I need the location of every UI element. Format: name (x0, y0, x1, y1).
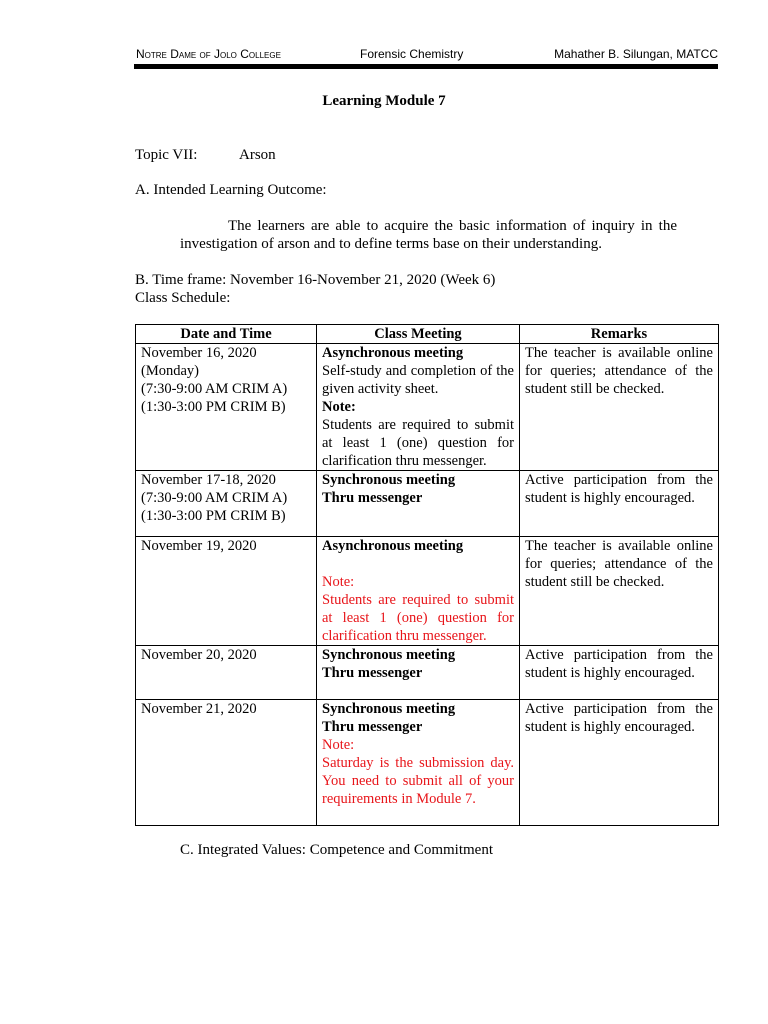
date-line: November 19, 2020 (141, 538, 257, 554)
remarks-cell: Active participation from the student is highly encouraged. (520, 700, 719, 826)
page-header (134, 45, 718, 63)
header-meeting: Class Meeting (317, 325, 520, 344)
note-label: Note: (322, 737, 355, 753)
instructor-name: Mahather B. Silungan, MATCC (554, 47, 718, 61)
table-row (136, 471, 719, 537)
date-line: (7:30-9:00 AM CRIM A) (141, 381, 288, 397)
integrated-values: C. Integrated Values: Competence and Commitment (180, 842, 493, 858)
note-body: Students are required to submit at least 1 (one) question for clarification thru messenger. (322, 592, 514, 644)
note-body: Saturday is the submission day. You need to submit all of your requirements in Module 7. (322, 755, 514, 807)
remarks-cell: The teacher is available online for queries; attendance of the student still be checked. (520, 344, 719, 471)
meeting-title: Asynchronous meeting (322, 345, 464, 361)
schedule-label: Class Schedule: (135, 290, 231, 306)
table-header-row (136, 325, 719, 344)
timeframe (135, 271, 495, 307)
date-line: November 20, 2020 (141, 647, 257, 663)
header-date: Date and Time (136, 325, 317, 344)
meeting-title: Synchronous meeting (322, 647, 456, 663)
ilo-body: The learners are able to acquire the basic information of inquiry in the investigation of arson and to define terms base on their understanding. (180, 218, 677, 252)
table-row (136, 646, 719, 700)
date-line: November 16, 2020 (141, 345, 257, 361)
meeting-cell (317, 471, 520, 537)
date-line: (Monday) (141, 363, 199, 379)
module-title: Learning Module 7 (322, 93, 446, 109)
header-remarks: Remarks (520, 325, 719, 344)
meeting-sub: Thru messenger (322, 665, 423, 681)
remarks-cell: Active participation from the student is highly encouraged. (520, 471, 719, 537)
meeting-cell (317, 344, 520, 471)
note-label: Note: (322, 574, 355, 590)
note-label: Note: (322, 399, 356, 415)
timeframe-line: B. Time frame: November 16-November 21, 2020 (Week 6) (135, 272, 496, 288)
blank-line (322, 555, 514, 573)
topic-line (135, 147, 276, 164)
meeting-cell (317, 700, 520, 826)
table-row (136, 537, 719, 646)
ilo-heading: A. Intended Learning Outcome: (135, 182, 327, 198)
date-line: (1:30-3:00 PM CRIM B) (141, 399, 286, 415)
remarks-cell: The teacher is available online for queries; attendance of the student still be checked. (520, 537, 719, 646)
note-body: Students are required to submit at least 1 (one) question for clarification thru messenger. (322, 417, 514, 469)
table-row (136, 700, 719, 826)
date-cell (136, 344, 317, 471)
date-cell (136, 537, 317, 646)
topic-value: Arson (239, 147, 276, 163)
subject-name: Forensic Chemistry (360, 47, 464, 61)
date-line: November 17-18, 2020 (141, 472, 276, 488)
header-rule (134, 64, 718, 69)
table-row (136, 344, 719, 471)
date-cell (136, 471, 317, 537)
schedule-table (135, 324, 719, 826)
date-line: (1:30-3:00 PM CRIM B) (141, 508, 286, 524)
meeting-sub: Thru messenger (322, 719, 423, 735)
remarks-cell: Active participation from the student is highly encouraged. (520, 646, 719, 700)
meeting-title: Synchronous meeting (322, 472, 456, 488)
meeting-title: Asynchronous meeting (322, 538, 464, 554)
date-cell (136, 646, 317, 700)
meeting-body: Self-study and completion of the given activity sheet. (322, 363, 514, 397)
topic-label: Topic VII: (135, 147, 198, 163)
date-line: (7:30-9:00 AM CRIM A) (141, 490, 288, 506)
date-line: November 21, 2020 (141, 701, 257, 717)
date-cell (136, 700, 317, 826)
institution-name: Notre Dame of Jolo College (136, 47, 281, 61)
meeting-title: Synchronous meeting (322, 701, 456, 717)
meeting-cell (317, 646, 520, 700)
meeting-cell (317, 537, 520, 646)
meeting-sub: Thru messenger (322, 490, 423, 506)
